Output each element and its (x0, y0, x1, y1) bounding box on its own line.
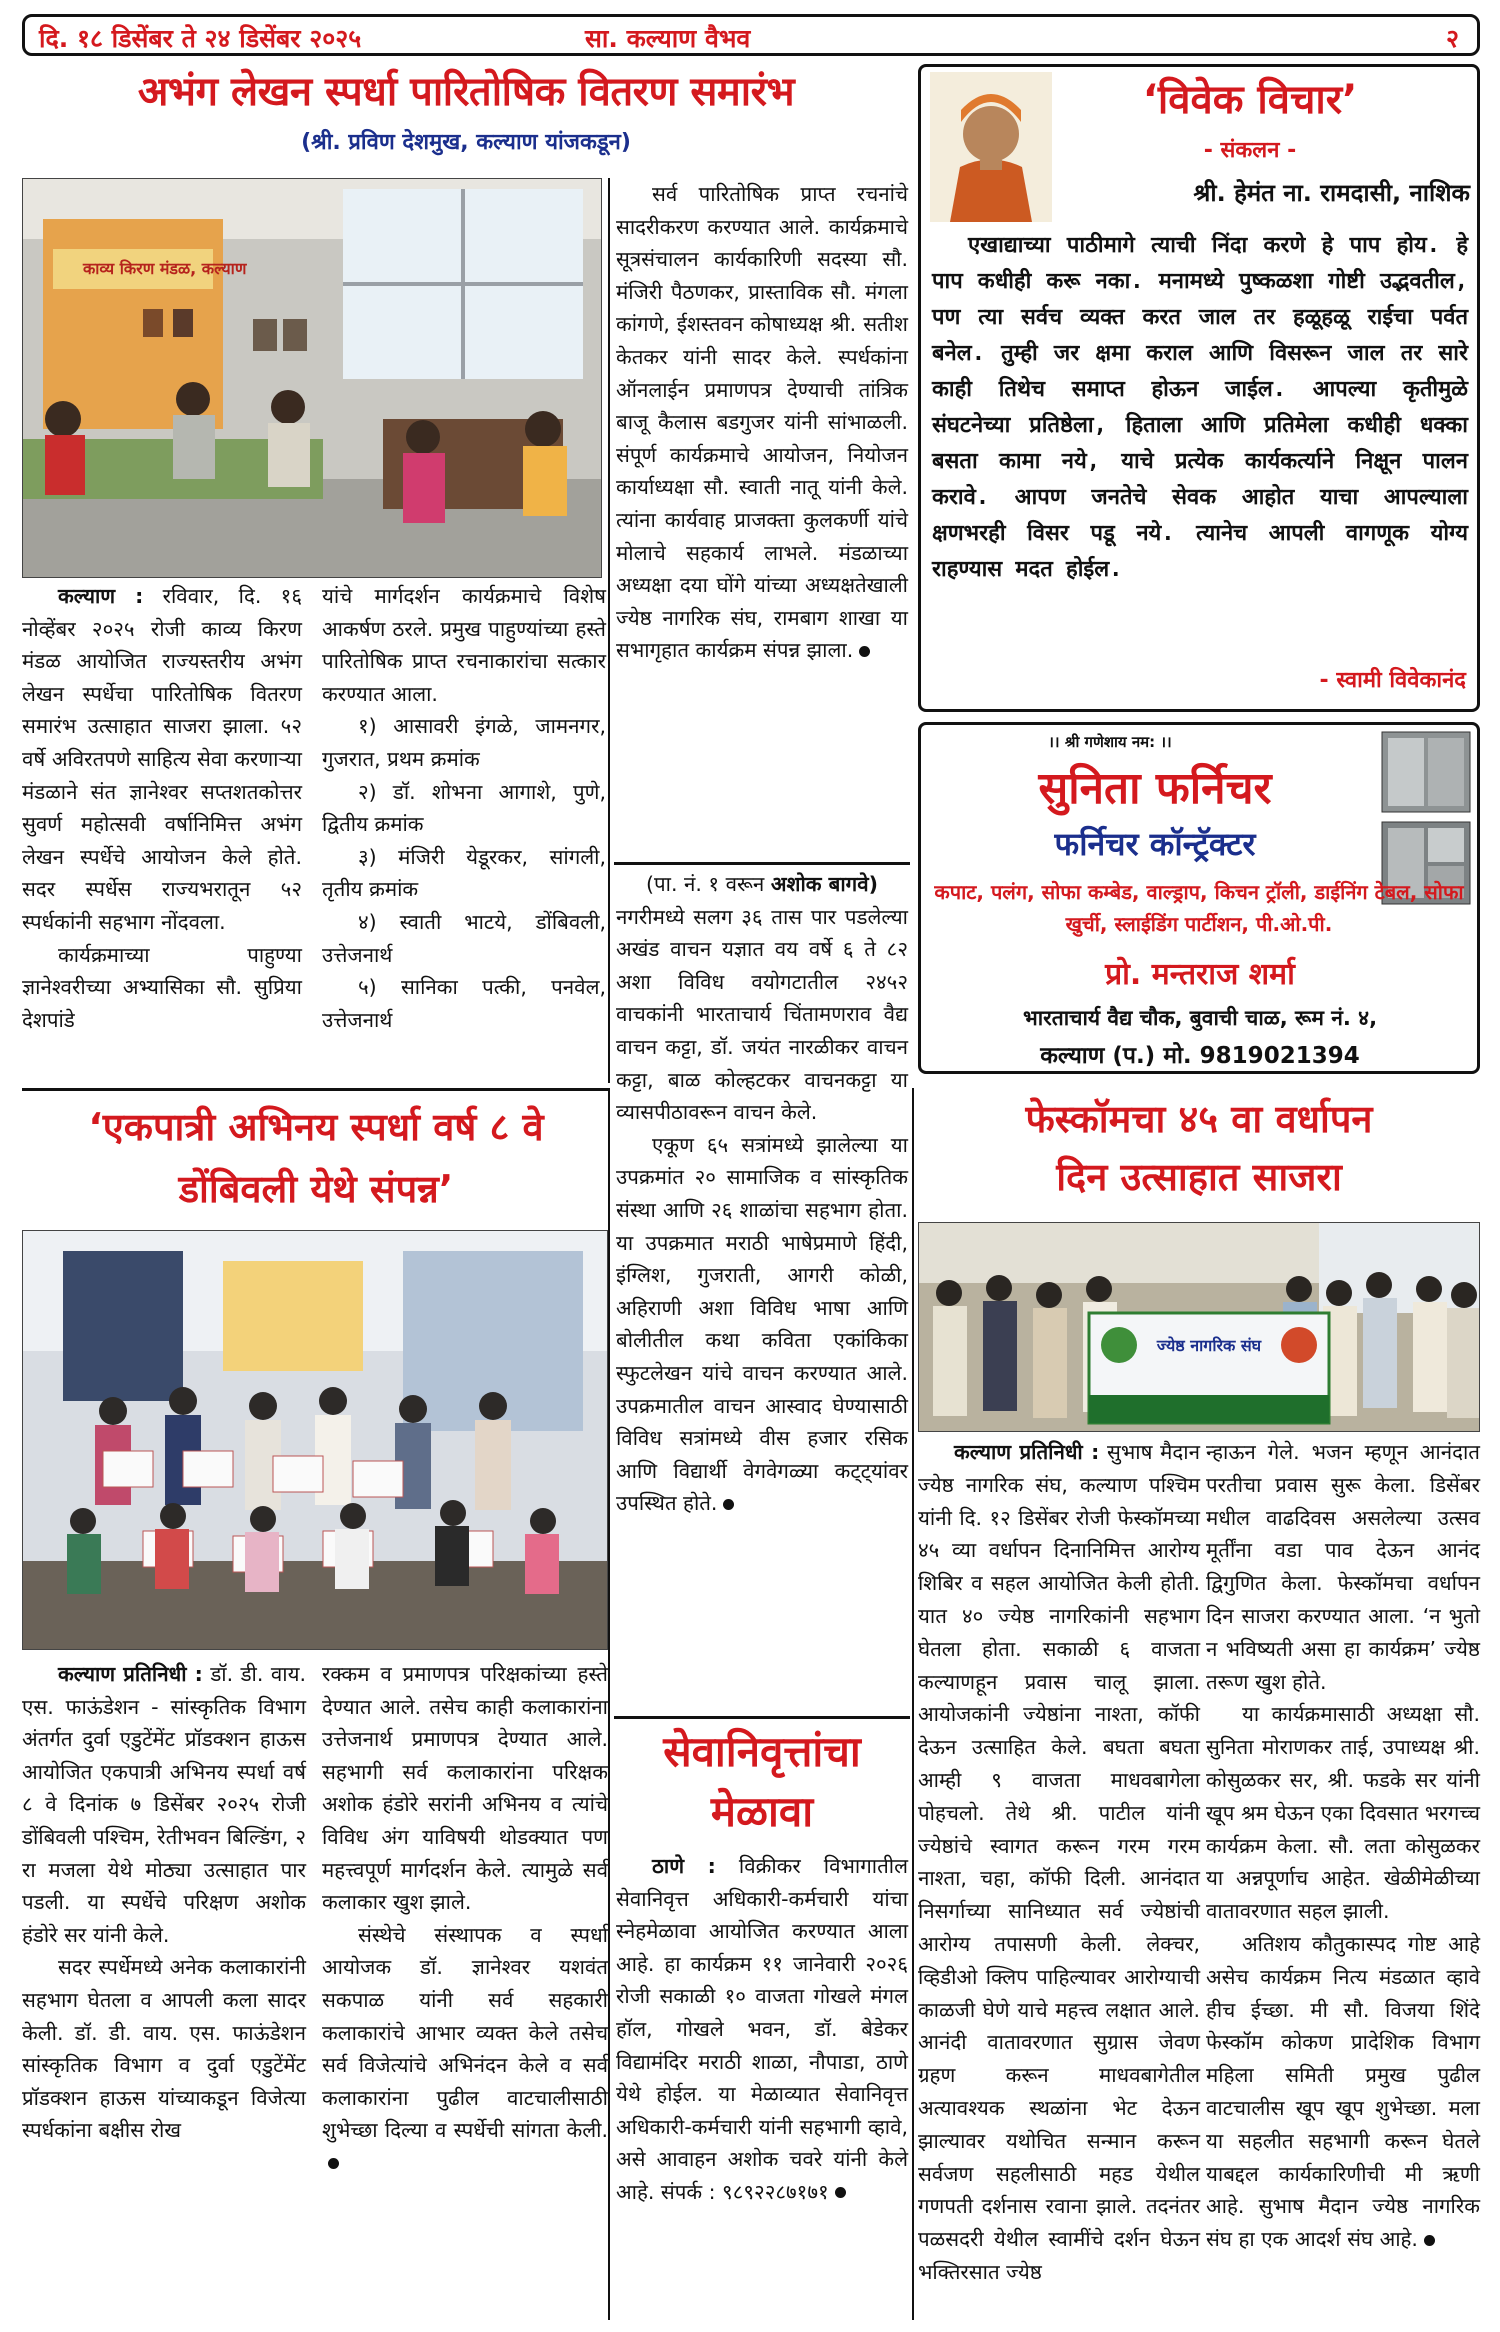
article3-text: विक्रीकर विभागातील सेवानिवृत्त अधिकारी-कर्मचारी यांचा स्नेहमेळावा आयोजित करण्यात आला आहे. हा कार्यक्रम ११ जानेवारी २०२६ रोजी सकाळी १० वाजता गोखले मंगल हॉल, गोखले भवन, डॉ. बेडेकर विद्यामंदिर मराठी शाळा, नौपाडा, ठाणे येथे होईल. या मेळाव्यात सेवानिवृत्त अधिकारी-कर्मचारी यांनी सहभागी व्हावे, असे आवाहन अशोक चवरे यांनी केले आहे. संपर्क : ९८९२२८७१७१ (616, 1854, 908, 2204)
article2-col1-p2: सदर स्पर्धेमध्ये अनेक कलाकारांनी सहभाग घेतला व आपली कला सादर केली. डॉ. डी. वाय. एस. फाऊंडेशन सांस्कृतिक विभाग व दुर्वा एडुटेंमेंट प्रॉडक्शन हाऊस यांच्याकडून विजेत्या स्पर्धकांना बक्षीस रोख (22, 1955, 306, 2143)
column-rule (912, 1088, 914, 2320)
article1-photo (22, 178, 602, 578)
column-gap (314, 1660, 316, 2320)
section-divider (22, 1088, 610, 1091)
ad-proprietor: प्रो. मन्तराज शर्मा (1105, 957, 1295, 992)
section-divider (614, 862, 910, 865)
article4-banner-text: ज्येष्ठ नागरिक संघ (1156, 1336, 1262, 1355)
continued-p2: एकूण ६५ सत्रांमध्ये झालेल्या या उपक्रमांत २० सामाजिक व सांस्कृतिक संस्था आणि २६ शाळांचा सहभाग होता. या उपक्रमात मराठी भाषेप्रमाणे हिंदी, इंग्लिश, गुजराती, आगरी कोळी, अहिराणी अशा विविध भाषा आणि बोलीतील कथा कविता एकांकिका स्फुटलेखन यांचे वाचन करण्यात आले. उपक्रमातील वाचन आस्वाद घेण्यासाठी विविध सत्रांमध्ये वीस हजार रसिक आणि विद्यार्थी वेगवेगळ्या कट्ट्यांवर उपस्थित होते. (616, 1132, 908, 1516)
ad-phone: मो. 9819021394 (1163, 1043, 1360, 1069)
article4-dateline: कल्याण प्रतिनिधी : (954, 1440, 1100, 1464)
vivek-vichar-title: ‘विवेक विचार’ (1142, 77, 1358, 123)
ad-contact (930, 1038, 1470, 1070)
article2-dateline: कल्याण प्रतिनिधी : (58, 1662, 203, 1686)
page-header (22, 14, 1480, 56)
end-mark (1424, 2235, 1435, 2246)
issue-date: दि. १८ डिसेंबर ते २४ डिसेंबर २०२५ (39, 24, 362, 53)
article4-col1-text: सुभाष मैदान ज्येष्ठ नागरिक संघ, कल्याण पश्चिम यांनी दि. १२ डिसेंबर रोजी फेस्कॉमच्या ४५ व्या वर्धापन दिनानिमित्त आरोग्य शिबिर व सहल आयोजित केली होती. यात ४० ज्येष्ठ नागरिकांनी सहभाग घेतला होता. सकाळी ६ वाजता कल्याणहून प्रवास चालू झाला. आयोजकांनी ज्येष्ठांना नाश्ता, कॉफी देऊन उत्साहित केले. बघता बघता आम्ही ९ वाजता माधवबागेला पोहचलो. तेथे श्री. पाटील यांनी ज्येष्ठांचे स्वागत करून गरम गरम नाश्ता, चहा, कॉफी दिली. आनंदात निसर्गाच्या सानिध्यात सर्व ज्येष्ठांची आरोग्य तपासणी केली. लेक्चर, व्हिडीओ क्लिप पाहिल्यावर आरोग्याची काळजी घेणे याचे महत्त्व लक्षात आले. आनंदी वातावरणात सुग्रास जेवण ग्रहण करून माधवबागेतील अत्यावश्यक स्थळांना भेट देऊन झाल्यावर यथोचित सन्मान करून सर्वजण सहलीसाठी महड येथील गणपती दर्शनास रवाना झाले. तदनंतर पळसदरी येथील स्वामींचे दर्शन घेऊन भक्तिरसात ज्येष्ठ (918, 1440, 1200, 2284)
article3-body (616, 1850, 908, 2209)
article4-col2-p3: अतिशय कौतुकास्पद गोष्ट आहे असेच कार्यक्रम नित्य मंडळात व्हावे हीच ईच्छा. मी सौ. विजया शिंदे फेस्कॉम कोकण प्रादेशिक विभाग महिला समिती प्रमुख पुढील वाटचालीस खूप खूप शुभेच्छा. मला या सहलीत सहभागी करून घेतले याबद्दल कार्यकारिणीची मी ऋणी आहे. सुभाष मैदान ज्येष्ठ नागरिक संघ हा एक आदर्श संघ आहे. (1206, 1931, 1480, 2252)
article3-headline-line1: सेवानिवृत्तांचा (663, 1727, 861, 1776)
ad-invocation: ।। श्री गणेशाय नम: ।। (1048, 733, 1172, 751)
continued-p1: नगरीमध्ये सलग ३६ तास पार पडलेल्या अखंड वाचन यज्ञात वय वर्षे ६ ते ८२ अशा विविध वयोगटातील २४५२ वाचकांनी भारताचार्य चिंतामणराव वैद्य वाचन कट्टा, डॉ. जयंत नारळीकर वाचन कट्टा, बाळ कोल्हटकर वाचनकट्टा या व्यासपीठावरून वाचन केले. (616, 904, 908, 1125)
newspaper-title: सा. कल्याण वैभव (585, 24, 751, 53)
article2-col2-p2: संस्थेचे संस्थापक व स्पर्धा आयोजक डॉ. ज्ञानेश्वर यशवंत सकपाळ यांनी सर्व सहकारी कलाकारांचे आभार व्यक्त केले तसेच सर्व विजेत्यांचे अभिनंदन केले व सर्व कलाकारांना पुढील वाटचालीसाठी शुभेच्छा दिल्या व स्पर्धेची सांगता केली. (322, 1922, 608, 2143)
article1-byline: (श्री. प्रविण देशमुख, कल्याण यांजकडून) (301, 130, 631, 155)
article4-col2 (1206, 1436, 1480, 2256)
article2-col1-p1: डॉ. डी. वाय. एस. फाऊंडेशन - सांस्कृतिक विभाग अंतर्गत दुर्वा एडुटेंमेंट प्रॉडक्शन हाऊस आयोजित एकपात्री अभिनय स्पर्धा वर्ष ८ वे दिनांक ७ डिसेंबर २०२५ रोजी डोंबिवली पश्चिम, रेतीभवन बिल्डिंग, २ रा मजला येथे मोठ्या उत्साहात पार पडली. या स्पर्धेचे परिक्षण अशोक हंडोरे सर यांनी केले. (22, 1662, 306, 1947)
page-number: २ (1445, 24, 1459, 53)
ad-subtitle: फर्निचर कॉन्ट्रॅक्टर (1054, 825, 1256, 863)
article1-col3-p1: सर्व पारितोषिक प्राप्त रचनांचे सादरीकरण करण्यात आले. कार्यक्रमाचे सूत्रसंचालन कार्यकारिणी सदस्या सौ. मंजिरी पैठणकर, प्रास्ताविक सौ. मंगला कांगणे, ईशस्तवन कोषाध्यक्ष श्री. सतीश केतकर यांनी सादर केले. स्पर्धकांना ऑनलाईन प्रमाणपत्र देण्याची तांत्रिक बाजू कैलास बडगुजर यांनी सांभाळली. संपूर्ण कार्यक्रमाचे आयोजन, नियोजन कार्याध्यक्षा सौ. स्वाती नातू यांनी केले. त्यांना कार्यवाह प्राजक्ता कुलकर्णी यांचे मोलाचे सहकार्य लाभले. मंडळाच्या अध्यक्षा दया घोंगे यांच्या अध्यक्षतेखाली ज्येष्ठ नागरिक संघ, रामबाग शाखा या सभागृहात कार्यक्रम संपन्न झाला. (616, 182, 908, 663)
ad-city: कल्याण (प.) (1040, 1043, 1156, 1069)
article1-col1-p2: कार्यक्रमाच्या पाहुण्या ज्ञानेश्वरीच्या अभ्यासिका सौ. सुप्रिया देशपांडे (22, 942, 302, 1032)
section-divider (614, 1716, 910, 1719)
article2-headline-line2: डोंबिवली येथे संपन्न’ (178, 1167, 454, 1211)
article1-col1 (22, 580, 302, 1036)
end-mark (859, 646, 870, 657)
article2-headline (22, 1096, 610, 1220)
article2-headline-line1: ‘एकपात्री अभिनय स्पर्धा वर्ष ८ वे (88, 1105, 544, 1149)
winner-item: २) डॉ. शोभना आगाशे, पुणे, द्वितीय क्रमांक (322, 779, 606, 837)
article4-col2-p1: न्हाऊन गेले. भजन म्हणून आनंदात परतीचा प्रवास सुरू केला. डिसेंबर मधील वाढदिवस असलेल्या उत्सव मूर्तींना वडा पाव देऊन आनंद द्विगुणित केला. फेस्कॉमचा वर्धापन दिन साजरा करण्यात आला. ‘न भुतो न भविष्यती असा हा कार्यक्रम’ ज्येष्ठ तरूण खुश होते. (1206, 1440, 1480, 1694)
vivekananda-portrait (930, 72, 1052, 222)
column-rule (608, 1090, 610, 2320)
column-rule (608, 178, 610, 1083)
article4-headline (918, 1090, 1480, 1206)
article1-photo-banner: काव्य किरण मंडळ, कल्याण (83, 259, 247, 278)
article2-col1 (22, 1658, 306, 2147)
continued-article (616, 868, 908, 1520)
article3-headline-line2: मेळावा (710, 1787, 814, 1836)
article2-col2-p1: रक्कम व प्रमाणपत्र परिक्षकांच्या हस्ते देण्यात आले. तसेच काही कलाकारांना उत्तेजनार्थ प्रमाणपत्र देण्यात आले. सहभागी सर्व कलाकारांना परिक्षक अशोक हंडोरे सरांनी अभिनय व त्यांचे विविध अंग याविषयी थोडक्यात पण महत्त्वपूर्ण मार्गदर्शन केले. त्यामुळे सर्व कलाकार खुश झाले. (322, 1662, 608, 1915)
article4-col2-p2: या कार्यक्रमासाठी अध्यक्षा सौ. सुनिता मोराणकर ताई, उपाध्यक्ष श्री. कोसुळकर सर, श्री. फडके सर यांनी खूप श्रम घेऊन एका दिवसात भरगच्च कार्यक्रम केला. सौ. लता कोसुळकर या अन्नपूर्णाच आहेत. खेळीमेळीच्या वातावरणात सहल झाली. (1206, 1702, 1480, 1924)
end-mark (835, 2187, 846, 2198)
article1-dateline: कल्याण : (58, 584, 144, 608)
article3-dateline: ठाणे : (652, 1854, 716, 1878)
article2-col2 (322, 1658, 608, 2180)
vivek-quote: एखाद्याच्या पाठीमागे त्याची निंदा करणे हे पाप होय. हे पाप कधीही करू नका. मनामध्ये पुष्कळशा गोष्टी उद्भवतील, पण त्या सर्वच व्यक्त करत जाल तर हळूहळू राईचा पर्वत बनेल. तुम्ही जर क्षमा कराल आणि विसरून जाल तर सारे काही तिथेच समाप्त होऊन जाईल. आपल्या कृतीमुळे संघटनेच्या प्रतिष्ठेला, हिताला आणि प्रतिमेला कधीही धक्का बसता कामा नये, याचे प्रत्येक कार्यकर्त्याने निक्षून पालन करावे. आपण जनतेचे सेवक आहोत याचा आपल्याला क्षणभरही विसर पडू नये. त्यानेच आपली वागणूक योग्य राहण्यास मदत होईल. (932, 233, 1468, 582)
compiler-name: श्री. हेमंत ना. रामदासी, नाशिक (1193, 179, 1470, 207)
article3-headline (616, 1722, 908, 1842)
ad-items: कपाट, पलंग, सोफा कम्बेड, वाल्ड्राप, किचन ट्रॉली, डाईनिंग टेबल, सोफा खुर्ची, स्लाईडिंग पार्टीशन, पी.ओ.पी. (934, 880, 1464, 936)
quote-author: - स्वामी विवेकानंद (1319, 668, 1466, 693)
article4-headline-line2: दिन उत्साहात साजरा (1056, 1155, 1342, 1199)
article1-col3 (616, 178, 908, 667)
compiled-label: - संकलन - (1203, 138, 1297, 163)
wardrobe-icon (1380, 728, 1472, 814)
continued-author: अशोक बागवे) (770, 872, 878, 896)
ad-address: भारताचार्य वैद्य चौक, बुवाची चाळ, रूम नं. ४, (1022, 1006, 1378, 1030)
article1-headline: अभंग लेखन स्पर्धा पारितोषिक वितरण समारंभ (137, 69, 795, 115)
continued-label: (पा. नं. १ वरून (646, 872, 765, 896)
winner-item: ५) सानिका पत्की, पनवेल, उत्तेजनार्थ (322, 975, 606, 1032)
end-mark (328, 2158, 339, 2169)
end-mark (723, 1499, 734, 1510)
ad-shop-name: सुनिता फर्निचर (1038, 763, 1272, 814)
winner-item: १) आसावरी इंगळे, जामनगर, गुजरात, प्रथम क्रमांक (322, 714, 606, 771)
article1-col2-p1: यांचे मार्गदर्शन कार्यक्रमाचे विशेष आकर्षण ठरले. प्रमुख पाहुण्यांच्या हस्ते पारितोषिक प्राप्त रचनाकारांचा सत्कार करण्यात आला. (322, 584, 606, 706)
winner-item: ४) स्वाती भाटये, डोंबिवली, उत्तेजनार्थ (322, 909, 606, 967)
article4-photo (918, 1222, 1480, 1432)
article4-col1 (918, 1436, 1200, 2289)
winner-item: ३) मंजिरी येडूरकर, सांगली, तृतीय क्रमांक (322, 844, 606, 902)
article1-col1-p1: रविवार, दि. १६ नोव्हेंबर २०२५ रोजी काव्य किरण मंडळ आयोजित राज्यस्तरीय अभंग लेखन स्पर्धेचा पारितोषिक वितरण समारंभ उत्साहात साजरा झाला. ५२ वर्षे अविरतपणे साहित्य सेवा करणाऱ्या मंडळाने संत ज्ञानेश्वर सप्तशतकोत्तर सुवर्ण महोत्सवी वर्षानिमित्त अभंग लेखन स्पर्धेचे आयोजन केले होते. सदर स्पर्धेस राज्यभरातून ५२ स्पर्धकांनी सहभाग नोंदवला. (22, 584, 302, 934)
article2-photo (22, 1230, 608, 1650)
article1-col2 (322, 580, 606, 1036)
article4-headline-line1: फेस्कॉमचा ४५ वा वर्धापन (1025, 1097, 1373, 1141)
